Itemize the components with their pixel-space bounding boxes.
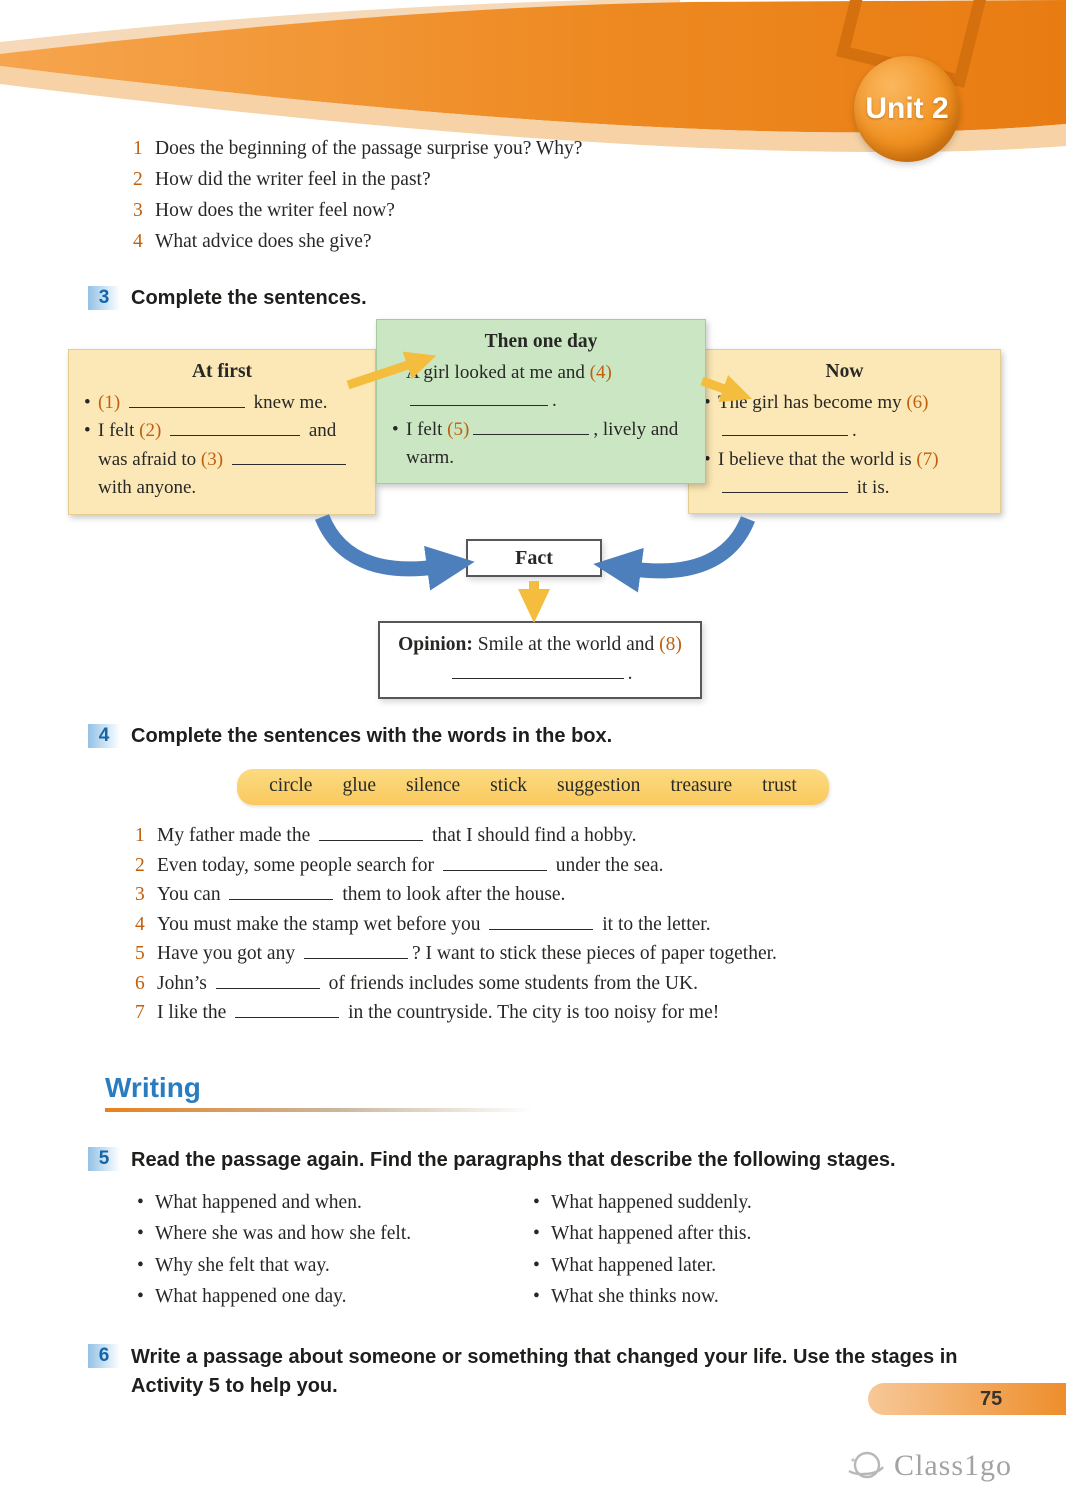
diagram-box-now	[688, 349, 1001, 514]
stages-bullet-lists	[135, 1187, 1066, 1313]
question-row	[133, 164, 1066, 195]
sentence-pre: Have you got any	[157, 943, 296, 964]
sentence-row	[135, 880, 1066, 910]
word-box-item: circle	[269, 775, 313, 796]
unit-badge	[854, 56, 960, 162]
stage-text: What happened one day.	[155, 1286, 347, 1307]
question-row	[133, 226, 1066, 257]
line-text: , lively and warm.	[406, 418, 679, 468]
diagram-box-at-first	[68, 349, 376, 515]
sentence-row	[135, 910, 1066, 940]
fill-blank	[216, 974, 320, 989]
opinion-text: Smile at the world and	[477, 634, 655, 655]
stage-text: What happened after this.	[551, 1223, 752, 1244]
fill-blank	[304, 944, 408, 959]
sentence-post: under the sea.	[555, 854, 664, 876]
box-title: At first	[191, 361, 253, 382]
sentence-diagram	[0, 319, 1066, 707]
sentence-pre: My father made the	[157, 825, 311, 846]
sentence-pre: You can	[157, 884, 221, 905]
sentence-post: in the countryside. The city is too noisy for me!	[348, 1002, 720, 1023]
blank-number: (7)	[916, 448, 939, 470]
word-box-item: treasure	[670, 775, 733, 796]
stage-text: Why she felt that way.	[155, 1254, 330, 1276]
fill-blank	[473, 420, 589, 435]
line-text: it is.	[856, 477, 890, 498]
line-text: I felt	[98, 420, 135, 441]
activity-number-badge: 6	[88, 1344, 120, 1368]
stage-text: What happened later.	[551, 1254, 717, 1276]
line-text: The girl has become my	[718, 391, 902, 413]
word-box-item: silence	[406, 775, 461, 796]
stage-item	[531, 1218, 927, 1250]
word-box-item: trust	[762, 775, 797, 796]
word-box-item: suggestion	[557, 775, 641, 796]
question-number: 1	[133, 138, 143, 159]
sentence-row	[135, 969, 1066, 999]
sentence-post: that I should find a hobby.	[431, 825, 637, 846]
page-number: 75	[980, 1387, 1003, 1410]
stage-item	[135, 1250, 531, 1282]
writing-underline-rule	[105, 1108, 533, 1112]
blank-number: (8)	[659, 634, 682, 655]
blank-number: (2)	[139, 420, 162, 441]
stage-item	[135, 1187, 531, 1219]
stage-text: What happened and when.	[155, 1191, 362, 1213]
line-text: .	[852, 420, 857, 441]
stage-item	[531, 1250, 927, 1282]
fill-blank	[235, 1003, 339, 1018]
line-text: .	[552, 390, 557, 411]
diagram-line	[390, 416, 692, 473]
stage-item	[531, 1187, 927, 1219]
box-title: Then one day	[484, 331, 598, 352]
writing-section-title: Writing	[105, 1071, 201, 1103]
line-text: knew me.	[253, 391, 328, 413]
sentence-row	[135, 821, 1066, 851]
line-text: I believe that the world is	[718, 448, 912, 470]
question-text: How does the writer feel now?	[155, 200, 395, 221]
sentence-row	[135, 851, 1066, 881]
activity-title: Write a passage about someone or something that changed your life. Use the stages in Activity 5 to help you.	[131, 1345, 958, 1397]
opinion-box	[378, 621, 702, 699]
question-number: 3	[133, 200, 143, 221]
activity3-header	[88, 285, 1066, 311]
stage-text: Where she was and how she felt.	[155, 1223, 412, 1244]
page-number-bar	[868, 1383, 1066, 1415]
blank-number: (1)	[98, 391, 121, 413]
stage-item	[135, 1218, 531, 1250]
blank-number: (4)	[589, 361, 612, 383]
diagram-line	[702, 389, 987, 446]
sentence-row	[135, 939, 1066, 969]
line-text: A girl looked at me and	[406, 361, 585, 383]
fill-blank	[232, 450, 346, 465]
question-row	[133, 195, 1066, 226]
activity-title: Complete the sentences with the words in the box.	[131, 725, 613, 747]
activity4-header	[88, 723, 1066, 749]
sentence-post: of friends includes some students from the UK.	[328, 972, 698, 994]
line-text: with anyone.	[98, 477, 197, 498]
blank-number: (6)	[906, 391, 929, 413]
line-text: I felt	[406, 418, 443, 440]
sentence-number: 7	[135, 1002, 145, 1023]
blank-number: (5)	[447, 418, 470, 440]
stage-item	[531, 1281, 927, 1313]
word-box-item: glue	[342, 775, 377, 796]
fill-blank	[452, 664, 624, 679]
question-text: How did the writer feel in the past?	[155, 169, 431, 190]
sentence-post: it to the letter.	[602, 913, 711, 935]
diagram-line	[82, 417, 362, 503]
activity-number-badge: 4	[88, 724, 120, 748]
blank-number: (3)	[200, 448, 224, 470]
sentence-pre: John’s	[157, 972, 207, 994]
question-text: What advice does she give?	[155, 231, 372, 252]
box-title: Now	[825, 361, 864, 382]
stage-text: What happened suddenly.	[551, 1191, 752, 1213]
brand-footer	[845, 1448, 1012, 1484]
sentence-pre: Even today, some people search for	[157, 854, 435, 876]
fill-blank	[170, 421, 300, 436]
blue-curved-arrow-left	[322, 517, 436, 569]
classigo-logo-icon	[845, 1448, 885, 1484]
brand-name: Class1go	[893, 1449, 1012, 1482]
fill-blank	[319, 826, 423, 841]
stage-item	[135, 1281, 531, 1313]
sentence-number: 5	[135, 943, 145, 964]
sentence-post: ? I want to stick these pieces of paper together.	[411, 943, 777, 964]
blue-curved-arrow-right	[632, 519, 748, 571]
activity5-header	[88, 1146, 1066, 1175]
sentence-number: 2	[135, 854, 145, 876]
activity-number-badge: 3	[88, 286, 120, 310]
fact-label: Fact	[515, 546, 553, 569]
opinion-end: .	[627, 663, 633, 684]
question-number: 2	[133, 169, 143, 190]
sentence-number: 1	[135, 825, 145, 846]
fact-box	[466, 539, 602, 577]
line-text: and was afraid to	[98, 420, 337, 470]
fill-blank	[722, 421, 848, 436]
fill-blank	[722, 478, 848, 493]
fill-in-sentences	[0, 821, 1066, 1028]
diagram-box-then-one-day	[376, 319, 706, 484]
fill-blank	[129, 393, 245, 408]
question-text: Does the beginning of the passage surprise you? Why?	[155, 138, 583, 159]
word-box	[237, 769, 829, 805]
sentence-pre: I like the	[157, 1002, 227, 1023]
opinion-label: Opinion:	[398, 634, 473, 655]
word-box-item: stick	[490, 775, 528, 796]
fill-blank	[489, 915, 593, 930]
question-number: 4	[133, 231, 143, 252]
sentence-pre: You must make the stamp wet before you	[157, 913, 481, 935]
fill-blank	[229, 885, 333, 900]
fill-blank	[443, 856, 547, 871]
activity-title: Complete the sentences.	[131, 287, 367, 309]
fill-blank	[410, 391, 548, 406]
diagram-line	[82, 389, 362, 418]
sentence-number: 3	[135, 884, 145, 905]
stages-left-column	[135, 1187, 531, 1313]
stage-text: What she thinks now.	[551, 1286, 719, 1307]
sentence-row	[135, 998, 1066, 1028]
sentence-number: 6	[135, 972, 145, 994]
stages-right-column	[531, 1187, 927, 1313]
diagram-line	[390, 359, 692, 416]
diagram-line	[702, 446, 987, 503]
unit-badge-label: Unit 2	[865, 92, 949, 125]
activity-number-badge: 5	[88, 1147, 120, 1171]
activity-title: Read the passage again. Find the paragraphs that describe the following stages.	[131, 1148, 896, 1171]
sentence-post: them to look after the house.	[342, 884, 566, 905]
sentence-number: 4	[135, 913, 145, 935]
